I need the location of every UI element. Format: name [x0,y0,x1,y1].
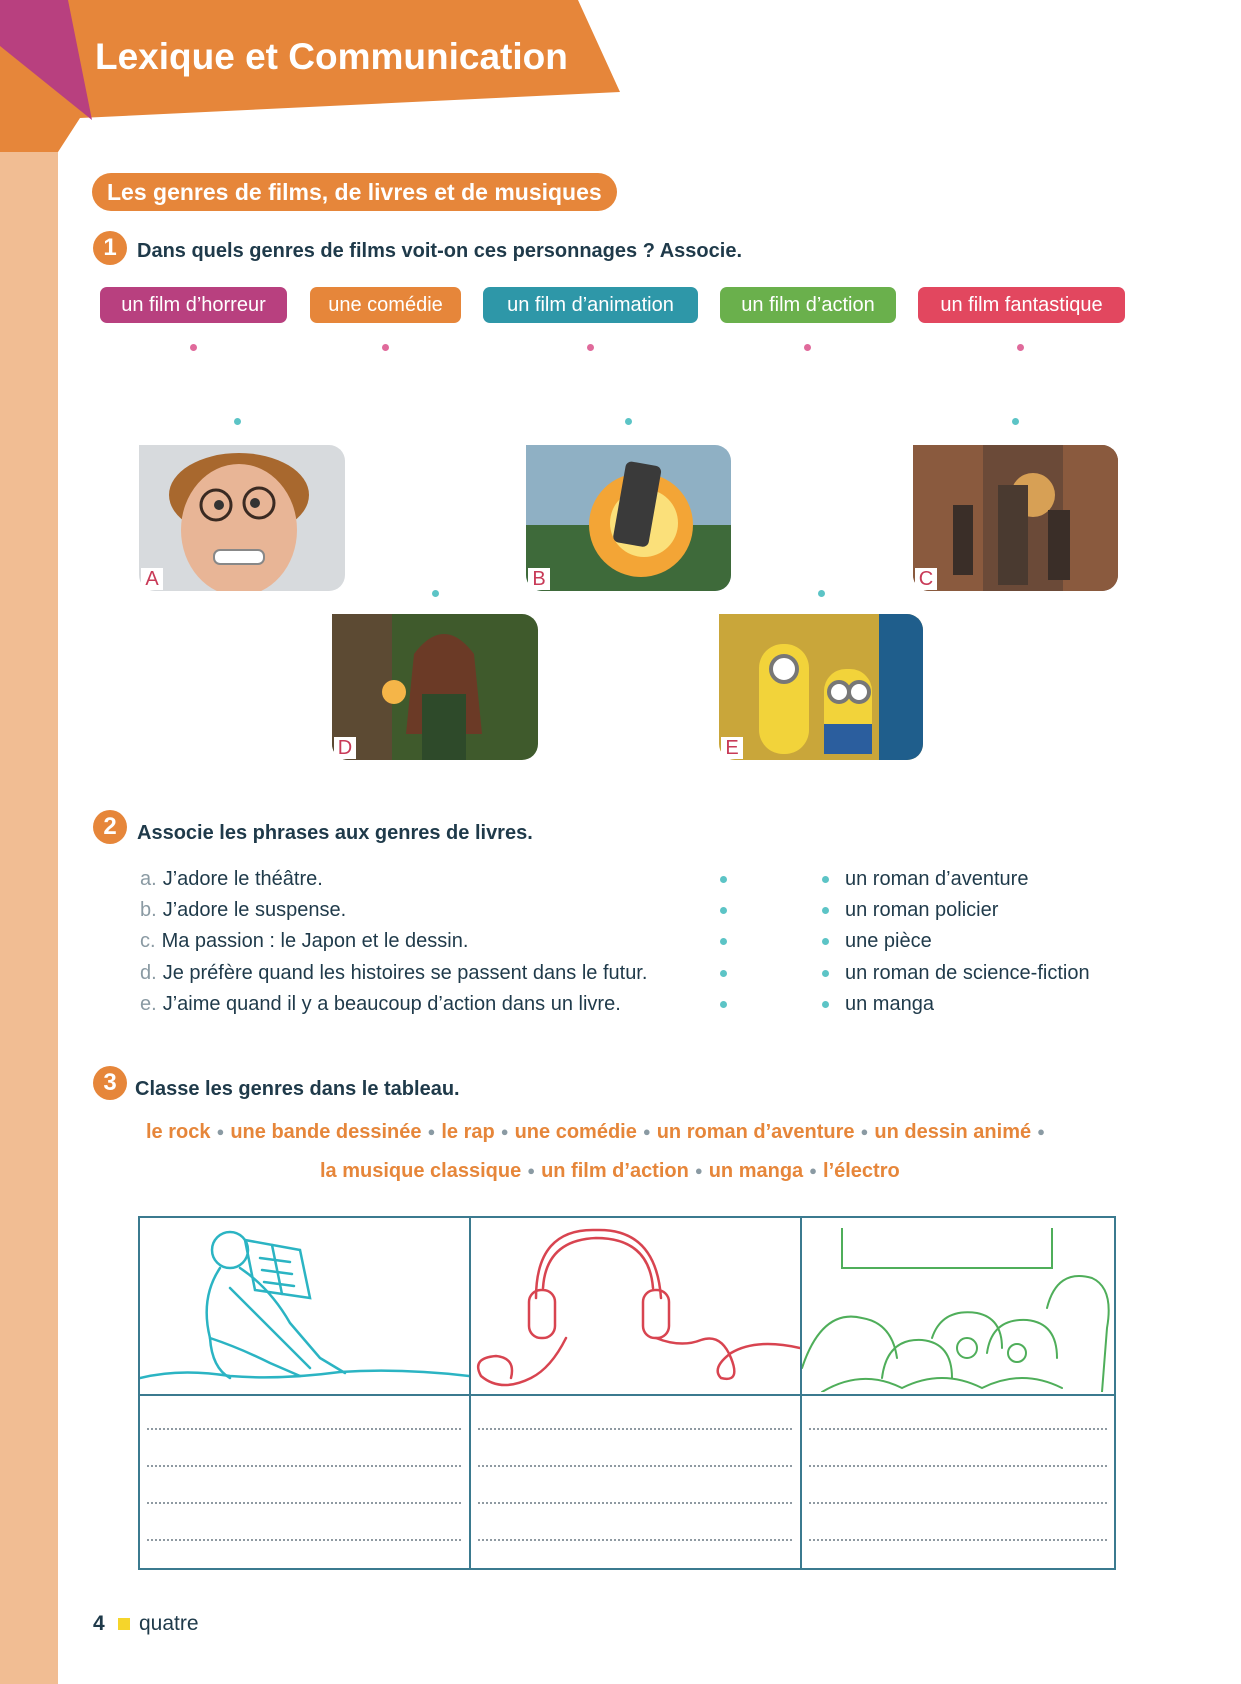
reading-person-icon [140,1228,469,1392]
sentence-text: J’adore le suspense. [162,899,347,921]
match-dot[interactable] [822,970,829,977]
cinema-audience-icon [802,1228,1114,1392]
answer-line[interactable] [478,1428,792,1430]
word-separator: ● [527,1163,536,1178]
photo-b-label: B [528,568,550,590]
book-genre-detective: un roman policier [845,899,999,921]
photo-a-label: A [141,568,163,590]
answer-line[interactable] [478,1539,792,1541]
exercise-2-number: 2 [93,810,127,844]
answer-line[interactable] [147,1539,461,1541]
sentence-letter: a. [140,868,157,890]
sentence-e [140,993,621,1016]
word-bank-line-1 [146,1121,1051,1144]
word-bank-item: le rap [441,1121,495,1143]
headphones-icon [471,1228,800,1392]
answer-line[interactable] [147,1465,461,1467]
word-bank-item: un film d’action [541,1160,689,1182]
word-separator: ● [809,1163,818,1178]
left-margin-stripe [0,0,58,1684]
book-genre-adventure: un roman d’aventure [845,868,1029,890]
answer-line[interactable] [147,1428,461,1430]
match-dot[interactable] [190,344,197,351]
match-dot[interactable] [587,344,594,351]
match-dot[interactable] [720,876,727,883]
exercise-1-number: 1 [93,231,127,265]
photo-c-zombies [913,445,1118,591]
genre-horror-pill[interactable]: un film d’horreur [100,287,287,323]
word-separator: ● [1037,1124,1045,1139]
page-number-word: quatre [139,1612,199,1635]
book-genre-scifi: un roman de science-fiction [845,962,1090,984]
photo-e-animated-characters [719,614,923,760]
match-dot[interactable] [720,907,727,914]
answer-line[interactable] [147,1502,461,1504]
match-dot[interactable] [1017,344,1024,351]
photo-c-label: C [915,568,937,590]
genre-fantasy-pill[interactable]: un film fantastique [918,287,1125,323]
page-number-square-icon [118,1618,130,1630]
genre-action-pill[interactable]: un film d’action [720,287,896,323]
match-dot[interactable] [382,344,389,351]
word-separator: ● [500,1124,509,1139]
section-title: Les genres de films, de livres et de musiques [92,173,617,211]
word-separator: ● [860,1124,869,1139]
answer-line[interactable] [809,1428,1107,1430]
word-bank-item: une comédie [514,1121,637,1143]
exercise-3-number: 3 [93,1066,127,1100]
word-bank-item: la musique classique [320,1160,522,1182]
word-separator: ● [694,1163,703,1178]
table-divider [138,1394,1116,1396]
answer-line[interactable] [809,1502,1107,1504]
photo-a-funny-face [139,445,345,591]
word-separator: ● [642,1124,651,1139]
sentence-text: Ma passion : le Japon et le dessin. [161,930,469,952]
book-genre-play: une pièce [845,930,932,952]
word-separator: ● [427,1124,436,1139]
match-dot[interactable] [1012,418,1019,425]
word-bank-line-2 [320,1160,900,1183]
word-bank-item: un roman d’aventure [656,1121,855,1143]
match-dot[interactable] [234,418,241,425]
match-dot[interactable] [822,938,829,945]
exercise-1-instruction: Dans quels genres de films voit-on ces personnages ? Associe. [137,240,742,262]
sentence-c [140,930,468,953]
answer-line[interactable] [478,1502,792,1504]
word-bank-item: un manga [708,1160,804,1182]
book-genre-manga: un manga [845,993,934,1015]
sentence-text: Je préfère quand les histoires se passent dans le futur. [162,962,648,984]
match-dot[interactable] [818,590,825,597]
exercise-2-instruction: Associe les phrases aux genres de livres. [137,822,533,844]
photo-d-elf-lantern [332,614,538,760]
match-dot[interactable] [432,590,439,597]
photo-b-car-explosion [526,445,731,591]
page-title: Lexique et Communication [95,36,568,77]
sentence-a [140,868,323,891]
word-separator: ● [216,1124,225,1139]
genre-animation-pill[interactable]: un film d’animation [483,287,698,323]
word-bank-item: une bande dessinée [230,1121,422,1143]
match-dot[interactable] [720,970,727,977]
match-dot[interactable] [720,1001,727,1008]
match-dot[interactable] [822,1001,829,1008]
sentence-letter: b. [140,899,157,921]
genre-comedy-pill[interactable]: une comédie [310,287,461,323]
answer-line[interactable] [478,1465,792,1467]
match-dot[interactable] [822,876,829,883]
word-bank-item: l’électro [823,1160,900,1182]
match-dot[interactable] [720,938,727,945]
sentence-letter: d. [140,962,157,984]
answer-line[interactable] [809,1539,1107,1541]
exercise-3-instruction: Classe les genres dans le tableau. [135,1078,460,1100]
sentence-d [140,962,647,985]
word-bank-item: un dessin animé [874,1121,1032,1143]
match-dot[interactable] [804,344,811,351]
photo-d-label: D [334,737,356,759]
sentence-text: J’adore le théâtre. [162,868,323,890]
word-bank-item: le rock [146,1121,211,1143]
page-number: 4 [93,1612,105,1635]
photo-e-label: E [721,737,743,759]
sentence-b [140,899,346,922]
sentence-letter: e. [140,993,157,1015]
sentence-letter: c. [140,930,156,952]
answer-line[interactable] [809,1465,1107,1467]
sentence-text: J’aime quand il y a beaucoup d’action dans un livre. [162,993,621,1015]
match-dot[interactable] [822,907,829,914]
match-dot[interactable] [625,418,632,425]
